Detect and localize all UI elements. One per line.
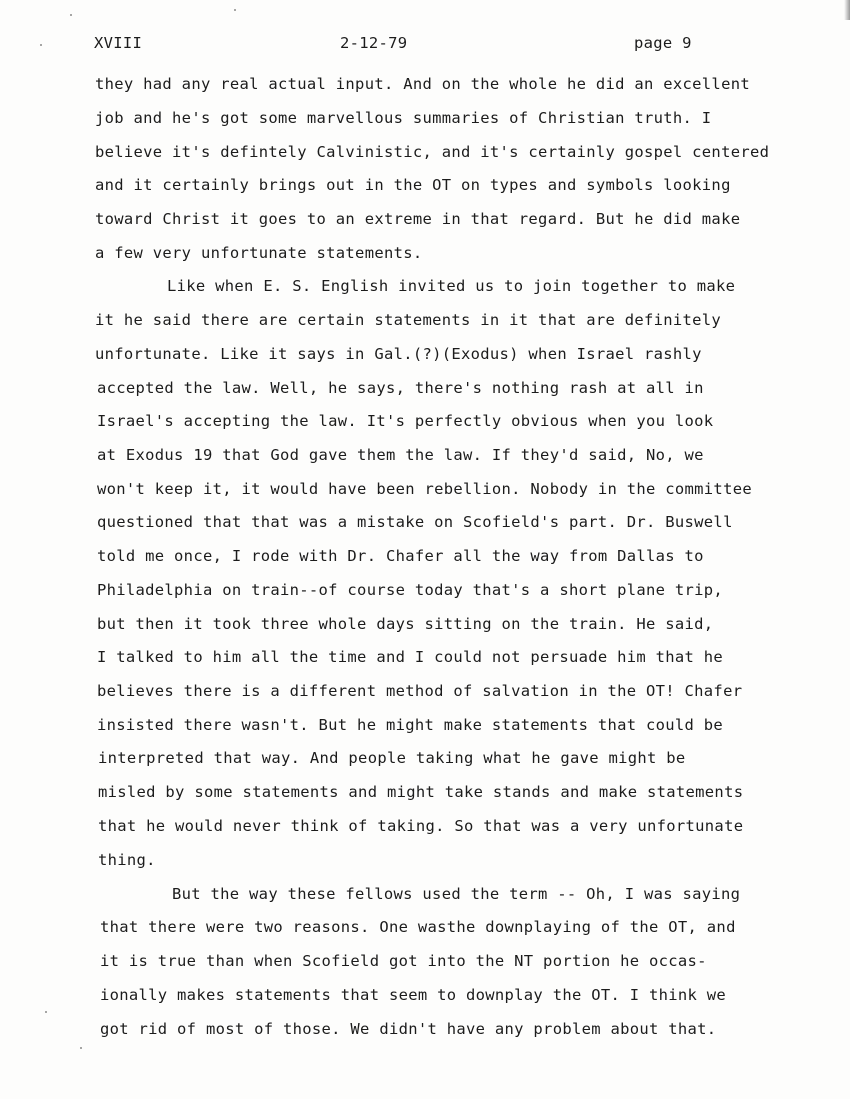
text-line: questioned that that was a mistake on Scofield's part. Dr. Buswell [97, 513, 733, 531]
text-line: Israel's accepting the law. It's perfectly obvious when you look [97, 412, 714, 430]
text-line: a few very unfortunate statements. [95, 244, 423, 262]
text-line: Philadelphia on train--of course today that's a short plane trip, [97, 581, 724, 599]
text-line: and it certainly brings out in the OT on types and symbols looking [95, 176, 731, 194]
page-header [0, 34, 850, 58]
text-line: it he said there are certain statements in it that are definitely [95, 311, 722, 329]
text-line: won't keep it, it would have been rebellion. Nobody in the committee [97, 480, 752, 498]
text-line: believe it's defintely Calvinistic, and it's certainly gospel centered [95, 143, 770, 161]
text-line: thing. [98, 851, 156, 869]
text-line: insisted there wasn't. But he might make statements that could be [97, 716, 724, 734]
scan-edge-shadow [844, 0, 850, 20]
text-line: believes there is a different method of salvation in the OT! Chafer [97, 682, 743, 700]
text-line: told me once, I rode with Dr. Chafer all the way from Dallas to [97, 547, 704, 565]
scan-speck [234, 9, 236, 11]
paragraph-first-line: But the way these fellows used the term -- Oh, I was saying [172, 885, 741, 903]
text-line: at Exodus 19 that God gave them the law. If they'd said, No, we [97, 446, 704, 464]
text-line: accepted the law. Well, he says, there's nothing rash at all in [97, 379, 704, 397]
scan-speck [70, 14, 72, 16]
scan-speck [45, 1011, 47, 1013]
text-line: they had any real actual input. And on the whole he did an excellent [95, 75, 750, 93]
page-number: page 9 [634, 34, 692, 52]
text-line: that there were two reasons. One wasthe downplaying of the OT, and [100, 918, 736, 936]
lecture-date: 2-12-79 [340, 34, 408, 52]
text-line: misled by some statements and might take stands and make statements [98, 783, 744, 801]
text-line: unfortunate. Like it says in Gal.(?)(Exodus) when Israel rashly [95, 345, 702, 363]
text-line: job and he's got some marvellous summaries of Christian truth. I [95, 109, 712, 127]
text-line: interpreted that way. And people taking what he gave might be [98, 749, 686, 767]
chapter-number: XVIII [94, 34, 143, 52]
scan-speck [80, 1047, 82, 1049]
text-line: it is true than when Scofield got into the NT portion he occas- [100, 952, 707, 970]
text-line: but then it took three whole days sitting on the train. He said, [97, 615, 714, 633]
text-line: got rid of most of those. We didn't have any problem about that. [100, 1020, 717, 1038]
text-line: toward Christ it goes to an extreme in that regard. But he did make [95, 210, 741, 228]
paragraph-first-line: Like when E. S. English invited us to join together to make [167, 277, 736, 295]
text-line: I talked to him all the time and I could not persuade him that he [97, 648, 724, 666]
text-line: ionally makes statements that seem to downplay the OT. I think we [100, 986, 727, 1004]
text-line: that he would never think of taking. So that was a very unfortunate [98, 817, 744, 835]
